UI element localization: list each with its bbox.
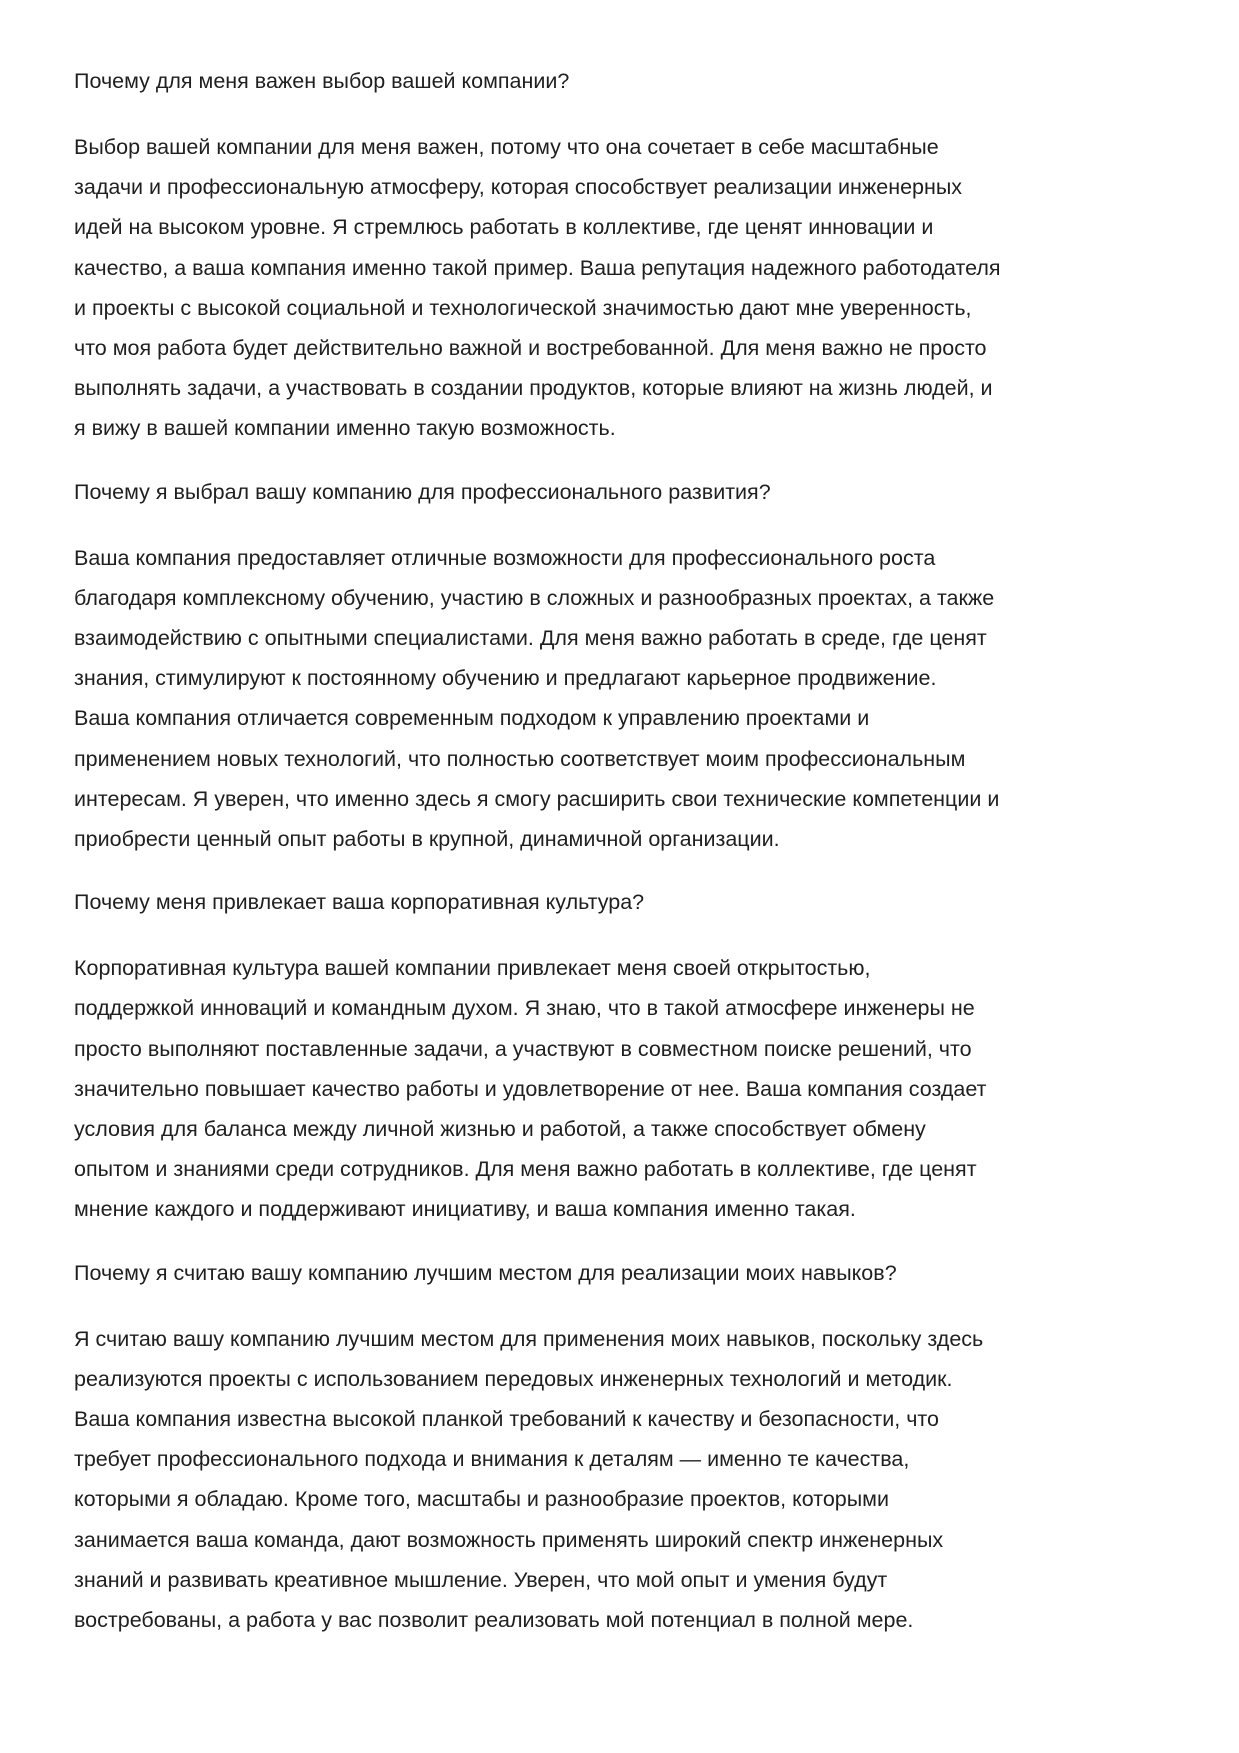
paragraph-line: Ваша компания предоставляет отличные возможности для профессионального роста [74,545,936,570]
paragraph-line: реализуются проекты с использованием передовых инженерных технологий и методик. [74,1366,953,1391]
paragraph-line: требует профессионального подхода и внимания к деталям — именно те качества, [74,1447,910,1472]
section-question: Почему для меня важен выбор вашей компании? [74,69,570,93]
paragraph-line: выполнять задачи, а участвовать в создании продуктов, которые влияют на жизнь людей, и [74,376,993,401]
paragraph-line: благодаря комплексному обучению, участию в сложных и разнообразных проектах, а также [74,585,995,610]
paragraph-line: востребованы, а работа у вас позволит реализовать мой потенциал в полной мере. [74,1608,914,1633]
paragraph-line: знания, стимулируют к постоянному обучению и предлагают карьерное продвижение. [74,666,937,691]
document-body [74,61,1184,1663]
section-question: Почему меня привлекает ваша корпоративная культура? [74,890,645,915]
paragraph-line: знаний и развивать креативное мышление. Уверен, что мой опыт и умения будут [74,1567,888,1592]
paragraph-line: и проекты с высокой социальной и технологической значимостью дают мне уверенность, [74,295,972,320]
paragraph-line: задачи и профессиональную атмосферу, которая способствует реализации инженерных [74,175,963,200]
paragraph-line: Ваша компания известна высокой планкой требований к качеству и безопасности, что [74,1407,939,1432]
paragraph-line: приобрести ценный опыт работы в крупной, динамичной организации. [74,827,780,852]
paragraph-line: условия для баланса между личной жизнью и работой, а также способствует обмену [74,1117,926,1142]
paragraph-line: интересам. Я уверен, что именно здесь я смогу расширить свои технические компетенции и [74,786,1000,811]
paragraph-line: поддержкой инноваций и командным духом. Я знаю, что в такой атмосфере инженеры не [74,996,975,1021]
paragraph-line: Я считаю вашу компанию лучшим местом для применения моих навыков, поскольку здесь [74,1326,984,1351]
paragraph-line: просто выполняют поставленные задачи, а участвуют в совместном поиске решений, что [74,1036,972,1061]
paragraph-line: взаимодействию с опытными специалистами. Для меня важно работать в среде, где ценят [74,626,987,651]
paragraph-line: значительно повышает качество работы и удовлетворение от нее. Ваша компания создает [74,1076,987,1101]
section-answer-paragraph [74,127,1184,449]
paragraph-line: применением новых технологий, что полностью соответствует моим профессиональным [74,746,966,771]
paragraph-line: что моя работа будет действительно важной и востребованной. Для меня важно не просто [74,336,987,361]
section-answer-paragraph [74,948,1184,1229]
paragraph-line: мнение каждого и поддерживают инициативу, и ваша компания именно такая. [74,1197,856,1222]
paragraph-line: я вижу в вашей компании именно такую возможность. [74,416,616,441]
paragraph-line: Выбор вашей компании для меня важен, потому что она сочетает в себе масштабные [74,135,939,159]
paragraph-line: Ваша компания отличается современным подходом к управлению проектами и [74,706,870,731]
paragraph-line: занимается ваша команда, дают возможность применять широкий спектр инженерных [74,1527,944,1552]
paragraph-line: качество, а ваша компания именно такой пример. Ваша репутация надежного работодателя [74,255,1001,280]
paragraph-line: идей на высоком уровне. Я стремлюсь работать в коллективе, где ценят инновации и [74,215,934,240]
paragraph-line: опытом и знаниями среди сотрудников. Для меня важно работать в коллективе, где ценят [74,1157,977,1182]
section-answer-paragraph [74,538,1184,860]
section-answer-paragraph [74,1319,1184,1641]
section-question: Почему я считаю вашу компанию лучшим местом для реализации моих навыков? [74,1260,897,1285]
paragraph-line: которыми я обладаю. Кроме того, масштабы и разнообразие проектов, которыми [74,1487,889,1512]
section-question: Почему я выбрал вашу компанию для профессионального развития? [74,479,771,504]
paragraph-line: Корпоративная культура вашей компании привлекает меня своей открытостью, [74,956,871,981]
